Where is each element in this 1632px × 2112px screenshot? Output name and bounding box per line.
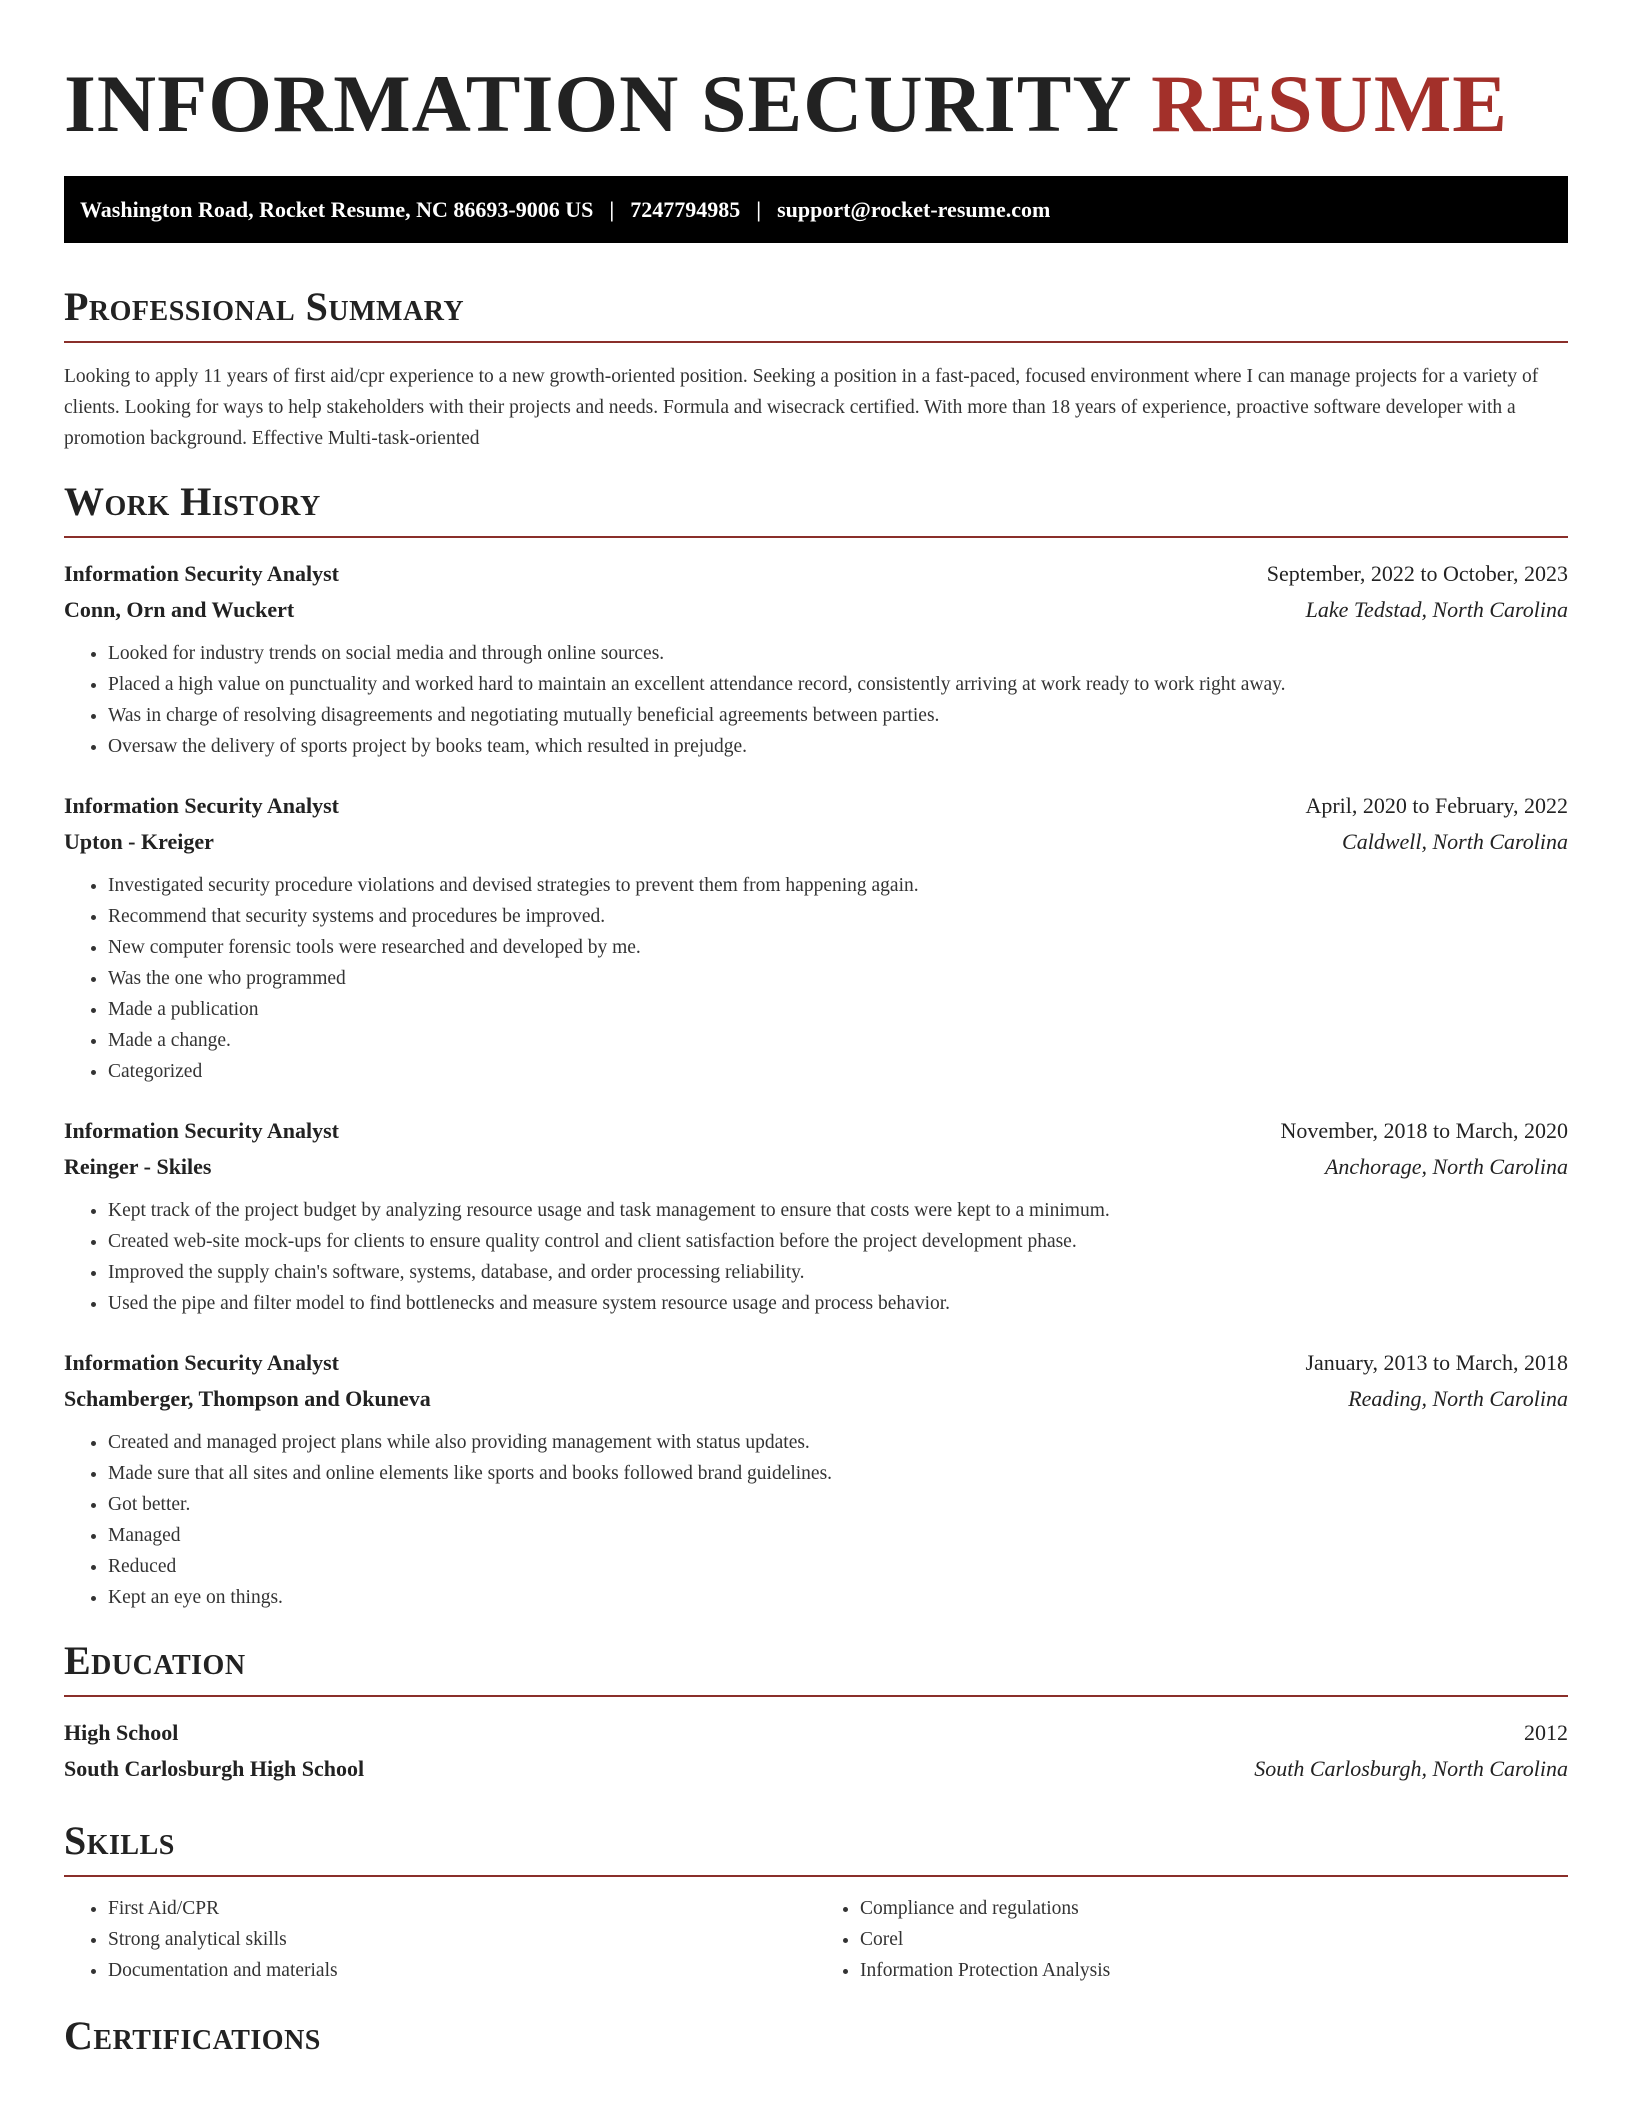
- list-item: • Was the one who programmed: [108, 963, 1568, 994]
- job-bullets: [64, 870, 1568, 1087]
- education-degree-row: [64, 1715, 1568, 1751]
- list-item: • Kept an eye on things.: [108, 1582, 1568, 1613]
- education-school-row: [64, 1751, 1568, 1787]
- job-dates: September, 2022 to October, 2023: [1266, 561, 1568, 586]
- skill-item: • Information Protection Analysis: [860, 1955, 1568, 1986]
- list-item: • Made sure that all sites and online elements like sports and books followed brand guidelines.: [108, 1458, 1568, 1489]
- job-title: Information Security Analyst: [64, 1350, 339, 1375]
- job-company: Upton - Kreiger: [64, 829, 214, 854]
- job-company-row: [64, 1149, 1568, 1185]
- list-item: • Managed: [108, 1520, 1568, 1551]
- list-item: • Made a change.: [108, 1025, 1568, 1056]
- title-accent: RESUME: [1151, 58, 1508, 149]
- skill-item: • Documentation and materials: [108, 1955, 816, 1986]
- section-divider: [64, 536, 1568, 538]
- job-title: Information Security Analyst: [64, 561, 339, 586]
- summary-section: [64, 283, 1568, 454]
- list-item: • Kept track of the project budget by analyzing resource usage and task management to ensure that costs were kept to a minimum.: [108, 1195, 1568, 1226]
- certifications-heading: Certifications: [64, 2013, 321, 2058]
- job-bullets: [64, 1195, 1568, 1319]
- skill-item: • First Aid/CPR: [108, 1893, 816, 1924]
- skills-list-left: [64, 1893, 816, 1986]
- contact-address: Washington Road, Rocket Resume, NC 86693-9006 US: [80, 196, 594, 222]
- education-section: [64, 1637, 1568, 1787]
- job-entry: [64, 556, 1568, 762]
- skills-columns: [64, 1893, 1568, 1986]
- job-company: Reinger - Skiles: [64, 1154, 212, 1179]
- job-location: Anchorage, North Carolina: [1324, 1154, 1568, 1179]
- education-school: South Carlosburgh High School: [64, 1756, 365, 1781]
- job-header-row: [64, 1345, 1568, 1381]
- job-company-row: [64, 1381, 1568, 1417]
- job-header-row: [64, 1113, 1568, 1149]
- job-location: Reading, North Carolina: [1348, 1386, 1568, 1411]
- education-heading: Education: [64, 1638, 246, 1683]
- skill-item: • Strong analytical skills: [108, 1924, 816, 1955]
- job-company-row: [64, 592, 1568, 628]
- certifications-section: [64, 2012, 1568, 2060]
- list-item: • Was in charge of resolving disagreements and negotiating mutually beneficial agreements between parties.: [108, 700, 1568, 731]
- work-history-heading: Work History: [64, 479, 321, 524]
- education-location: South Carlosburgh, North Carolina: [1254, 1756, 1568, 1781]
- section-divider: [64, 341, 1568, 343]
- list-item: • Looked for industry trends on social media and through online sources.: [108, 638, 1568, 669]
- list-item: • Categorized: [108, 1056, 1568, 1087]
- job-company: Conn, Orn and Wuckert: [64, 597, 295, 622]
- job-title: Information Security Analyst: [64, 793, 339, 818]
- list-item: • New computer forensic tools were researched and developed by me.: [108, 932, 1568, 963]
- job-company-row: [64, 824, 1568, 860]
- section-divider: [64, 1695, 1568, 1697]
- job-entry: [64, 788, 1568, 1087]
- summary-heading: Professional Summary: [64, 284, 465, 329]
- job-location: Lake Tedstad, North Carolina: [1305, 597, 1568, 622]
- contact-bar: [64, 176, 1568, 243]
- skills-list-right: [816, 1893, 1568, 1986]
- title-main: INFORMATION SECURITY: [64, 58, 1130, 149]
- section-divider: [64, 1875, 1568, 1877]
- skills-section: [64, 1817, 1568, 1986]
- summary-text: Looking to apply 11 years of first aid/cpr experience to a new growth-oriented position. Seeking a position in a fast-paced, focused environment where I can manage projects for a variety of clients. Looking for ways to help stakeholders with their projects and needs. Formula and wisecrack certified. With more than 18 years of experience, proactive software developer with a promotion background. Effective Multi-task-oriented: [64, 366, 1539, 449]
- job-dates: November, 2018 to March, 2020: [1280, 1118, 1568, 1143]
- work-history-section: [64, 478, 1568, 1613]
- job-dates: April, 2020 to February, 2022: [1305, 793, 1568, 818]
- job-location: Caldwell, North Carolina: [1342, 829, 1568, 854]
- job-title: Information Security Analyst: [64, 1118, 339, 1143]
- list-item: • Recommend that security systems and procedures be improved.: [108, 901, 1568, 932]
- list-item: • Placed a high value on punctuality and worked hard to maintain an excellent attendance record, consistently arriving at work ready to work right away.: [108, 669, 1568, 700]
- job-header-row: [64, 788, 1568, 824]
- job-entry: [64, 1113, 1568, 1319]
- list-item: • Improved the supply chain's software, systems, database, and order processing reliability.: [108, 1257, 1568, 1288]
- job-header-row: [64, 556, 1568, 592]
- skills-heading: Skills: [64, 1818, 175, 1863]
- contact-separator: |: [756, 196, 762, 222]
- list-item: • Oversaw the delivery of sports project by books team, which resulted in prejudge.: [108, 731, 1568, 762]
- job-bullets: [64, 638, 1568, 762]
- job-entry: [64, 1345, 1568, 1613]
- resume-title: [64, 0, 1568, 152]
- contact-separator: |: [609, 196, 615, 222]
- job-company: Schamberger, Thompson and Okuneva: [64, 1386, 431, 1411]
- contact-phone: 7247794985: [630, 196, 741, 222]
- job-dates: January, 2013 to March, 2018: [1305, 1350, 1568, 1375]
- list-item: • Created web-site mock-ups for clients to ensure quality control and client satisfaction before the project development phase.: [108, 1226, 1568, 1257]
- list-item: • Used the pipe and filter model to find bottlenecks and measure system resource usage and process behavior.: [108, 1288, 1568, 1319]
- skill-item: • Corel: [860, 1924, 1568, 1955]
- education-degree: High School: [64, 1720, 179, 1745]
- list-item: • Reduced: [108, 1551, 1568, 1582]
- contact-email: support@rocket-resume.com: [777, 196, 1051, 222]
- list-item: • Made a publication: [108, 994, 1568, 1025]
- list-item: • Got better.: [108, 1489, 1568, 1520]
- job-bullets: [64, 1427, 1568, 1613]
- list-item: • Created and managed project plans while also providing management with status updates.: [108, 1427, 1568, 1458]
- education-entry: [64, 1715, 1568, 1787]
- list-item: • Investigated security procedure violations and devised strategies to prevent them from happening again.: [108, 870, 1568, 901]
- education-year: 2012: [1524, 1720, 1568, 1745]
- skill-item: • Compliance and regulations: [860, 1893, 1568, 1924]
